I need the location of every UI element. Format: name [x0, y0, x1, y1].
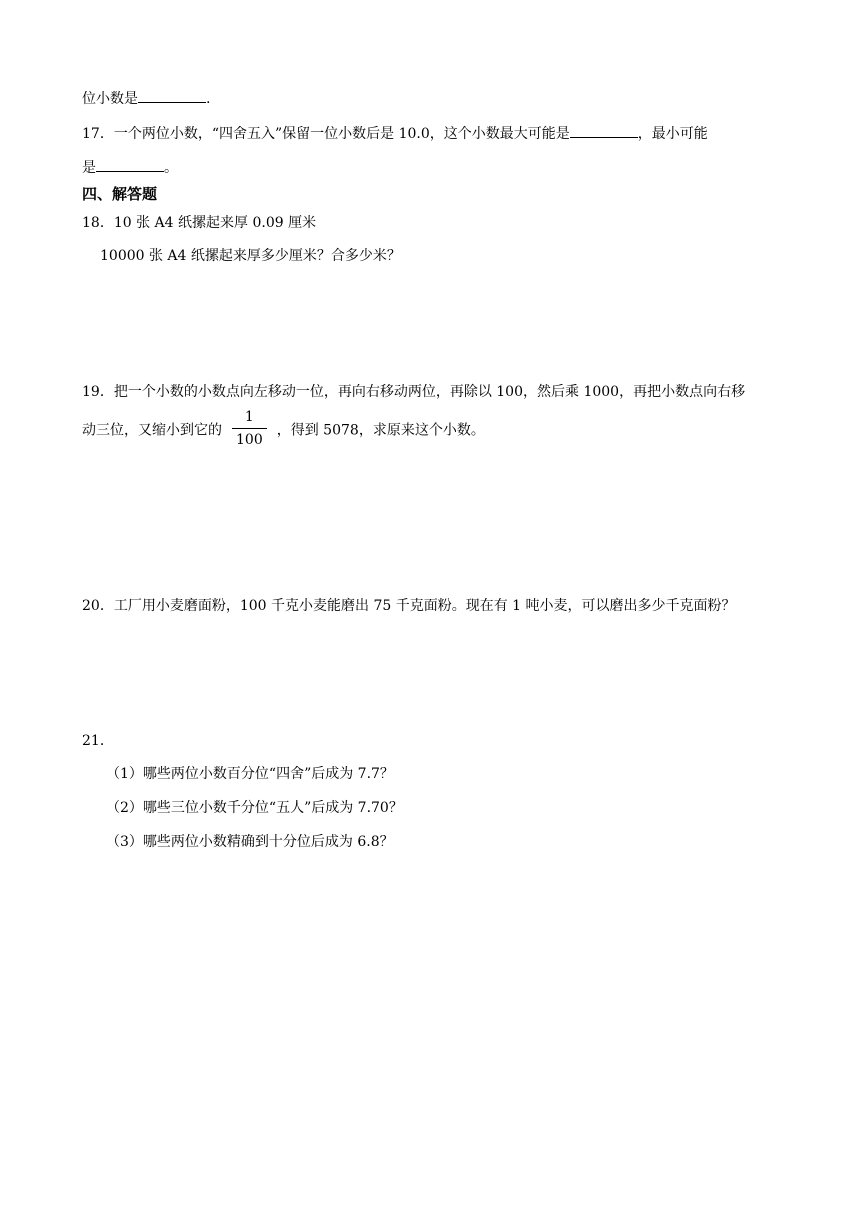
- fraction-numerator: 1: [244, 409, 254, 425]
- q16-tail-text: 位小数是: [82, 91, 138, 107]
- q16-answer-blank[interactable]: [138, 88, 206, 103]
- fraction-one-hundredth: [232, 408, 267, 449]
- q20-line: [82, 596, 736, 616]
- q18-line-1: [82, 213, 316, 233]
- q18-text-1: 10 张 A4 纸摞起来厚 0.09 厘米: [113, 215, 317, 231]
- q17-end: 。: [164, 160, 178, 176]
- q17-text-part2: ，最小可能: [637, 126, 708, 142]
- q17-min-answer-blank[interactable]: [96, 157, 164, 172]
- q21-item-1: （1）哪些两位小数百分位“四舍”后成为 7.7？: [106, 766, 394, 782]
- q20-number: 20．: [82, 598, 114, 614]
- q17-line-1: [82, 123, 708, 144]
- q16-tail-end: .: [206, 91, 211, 107]
- q19-text-2a: 动三位，又缩小到它的: [82, 422, 222, 439]
- q17-line-2: [82, 157, 178, 178]
- section-heading: 四、解答题: [82, 185, 158, 203]
- q20-text: 工厂用小麦磨面粉，100 千克小麦能磨出 75 千克面粉。现在有 1 吨小麦，可以磨出多少千克面粉？: [113, 598, 736, 614]
- q17-text-part1: 一个两位小数，“四舍五入”保留一位小数后是 10.0，这个小数最大可能是: [113, 126, 570, 142]
- q21-item-2: （2）哪些三位小数千分位“五人”后成为 7.70？: [106, 800, 403, 816]
- q19-line-2: [82, 410, 485, 451]
- q16-tail-line: [82, 88, 210, 109]
- q19-text-2b: ，得到 5078，求原来这个小数。: [276, 422, 485, 439]
- fraction-denominator: 100: [236, 432, 263, 448]
- q17-number: 17．: [82, 126, 114, 142]
- q21-item-3: （3）哪些两位小数精确到十分位后成为 6.8？: [106, 834, 394, 850]
- q19-line-1: [82, 382, 745, 402]
- q19-text-1: 把一个小数的小数点向左移动一位，再向右移动两位，再除以 100，然后乘 1000，再把小数点向右移: [113, 384, 746, 400]
- q17-text-part3: 是: [82, 160, 96, 176]
- q19-number: 19．: [82, 384, 114, 400]
- q21-number: 21．: [82, 733, 114, 749]
- q17-max-answer-blank[interactable]: [570, 123, 638, 138]
- q18-line-2: 10000 张 A4 纸摞起来厚多少厘米？合多少米？: [100, 248, 401, 264]
- fraction-bar: [232, 428, 267, 429]
- q18-number: 18．: [82, 215, 114, 231]
